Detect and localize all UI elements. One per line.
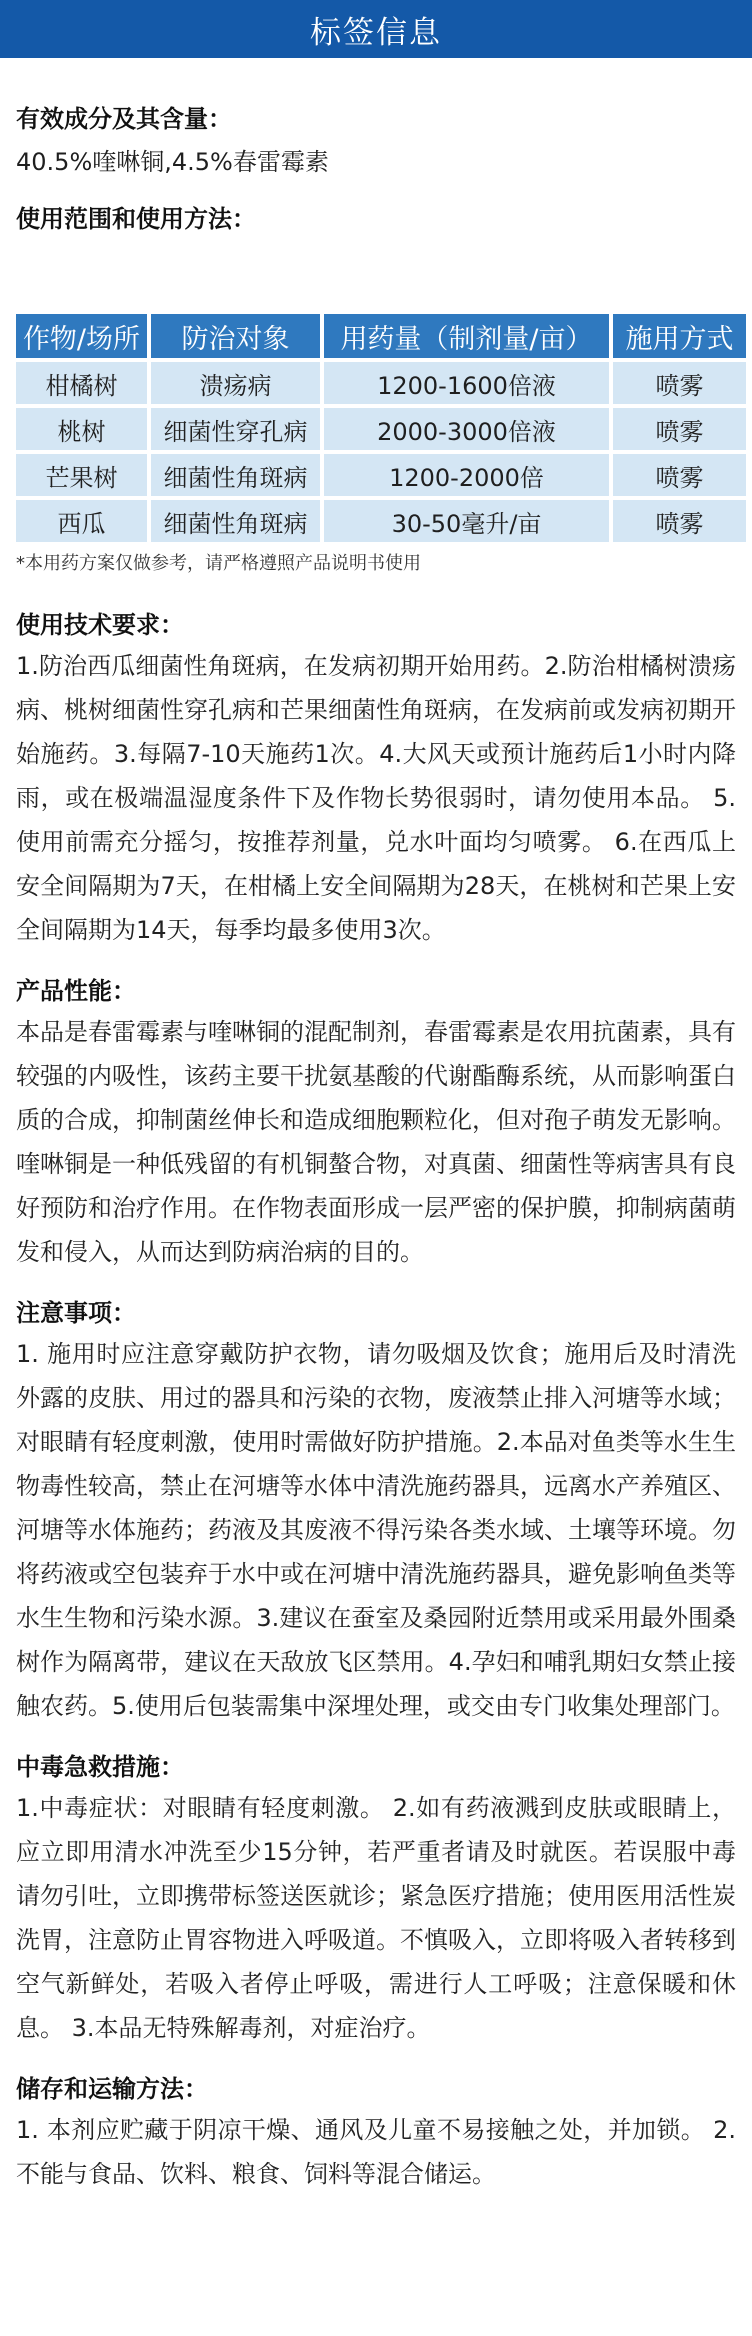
table-row (16, 454, 746, 496)
table-cell: 2000-3000倍液 (324, 408, 609, 450)
tech-text: 1.防治西瓜细菌性角斑病，在发病初期开始用药。2.防治柑橘树溃疡病、桃树细菌性穿孔病和芒果细菌性角斑病，在发病前或发病初期开始施药。3.每隔7-10天施药1次。4.大风天或预计施药后1小时内降雨，或在极端温湿度条件下及作物长势很弱时，请勿使用本品。 5.使用前需充分摇匀，按推荐剂量，兑水叶面均匀喷雾。 6.在西瓜上安全间隔期为7天，在柑橘上安全间隔期为28天，在桃树和芒果上安全间隔期为14天，每季均最多使用3次。 (16, 652, 736, 944)
tech-title: 使用技术要求： (16, 611, 184, 639)
table-cell: 喷雾 (613, 454, 746, 496)
usage-table-header-row (16, 314, 746, 358)
table-cell: 西瓜 (16, 500, 147, 542)
table-cell: 细菌性角斑病 (151, 500, 320, 542)
table-cell: 细菌性穿孔病 (151, 408, 320, 450)
firstaid-title: 中毒急救措施： (16, 1753, 184, 1781)
table-cell: 1200-1600倍液 (324, 362, 609, 404)
table-cell: 桃树 (16, 408, 147, 450)
precautions-text: 1. 施用时应注意穿戴防护衣物，请勿吸烟及饮食；施用后及时清洗外露的皮肤、用过的器具和污染的衣物，废液禁止排入河塘等水域；对眼睛有轻度刺激，使用时需做好防护措施。2.本品对鱼类等水生生物毒性较高，禁止在河塘等水体中清洗施药器具，远离水产养殖区、河塘等水体施药；药液及其废液不得污染各类水域、土壤等环境。勿将药液或空包装弃于水中或在河塘中清洗施药器具，避免影响鱼类等水生生物和污染水源。3.建议在蚕室及桑园附近禁用或采用最外围桑树作为隔离带，建议在天敌放飞区禁用。4.孕妇和哺乳期妇女禁止接触农药。5.使用后包装需集中深埋处理，或交由专门收集处理部门。 (16, 1340, 736, 1720)
storage-title: 储存和运输方法： (16, 2075, 208, 2103)
table-row (16, 362, 746, 404)
column-header-dosage: 用药量（制剂量/亩） (324, 314, 609, 358)
table-cell: 喷雾 (613, 500, 746, 542)
ingredients-title: 有效成分及其含量： (16, 105, 232, 133)
column-header-method: 施用方式 (613, 314, 746, 358)
ingredients-text: 40.5%喹啉铜,4.5%春雷霉素 (16, 148, 329, 176)
table-cell: 芒果树 (16, 454, 147, 496)
precautions-title: 注意事项： (16, 1299, 136, 1327)
storage-text: 1. 本剂应贮藏于阴凉干燥、通风及儿童不易接触之处，并加锁。 2. 不能与食品、饮料、粮食、饲料等混合储运。 (16, 2116, 736, 2188)
usage-title: 使用范围和使用方法： (16, 205, 256, 233)
table-cell: 1200-2000倍 (324, 454, 609, 496)
firstaid-text: 1.中毒症状：对眼睛有轻度刺激。 2.如有药液溅到皮肤或眼睛上，应立即用清水冲洗至少15分钟，若严重者请及时就医。若误服中毒请勿引吐，立即携带标签送医就诊；紧急医疗措施；使用医用活性炭洗胃，注意防止胃容物进入呼吸道。不慎吸入，立即将吸入者转移到空气新鲜处，若吸入者停止呼吸，需进行人工呼吸；注意保暖和休息。 3.本品无特殊解毒剂，对症治疗。 (16, 1794, 736, 2042)
table-cell: 喷雾 (613, 408, 746, 450)
table-cell: 溃疡病 (151, 362, 320, 404)
table-cell: 柑橘树 (16, 362, 147, 404)
usage-table (12, 310, 750, 546)
label-content (0, 102, 752, 2196)
usage-note: *本用药方案仅做参考，请严格遵照产品说明书使用 (16, 553, 421, 574)
page-header (0, 0, 752, 58)
column-header-crop: 作物/场所 (16, 314, 147, 358)
table-cell: 细菌性角斑病 (151, 454, 320, 496)
table-row (16, 500, 746, 542)
table-row (16, 408, 746, 450)
column-header-target: 防治对象 (151, 314, 320, 358)
table-cell: 喷雾 (613, 362, 746, 404)
header-title: 标签信息 (310, 14, 442, 51)
performance-title: 产品性能： (16, 977, 136, 1005)
performance-text: 本品是春雷霉素与喹啉铜的混配制剂，春雷霉素是农用抗菌素，具有较强的内吸性，该药主要干扰氨基酸的代谢酯酶系统，从而影响蛋白质的合成，抑制菌丝伸长和造成细胞颗粒化，但对孢子萌发无影响。喹啉铜是一种低残留的有机铜螯合物，对真菌、细菌性等病害具有良好预防和治疗作用。在作物表面形成一层严密的保护膜，抑制病菌萌发和侵入，从而达到防病治病的目的。 (16, 1018, 736, 1266)
table-cell: 30-50毫升/亩 (324, 500, 609, 542)
